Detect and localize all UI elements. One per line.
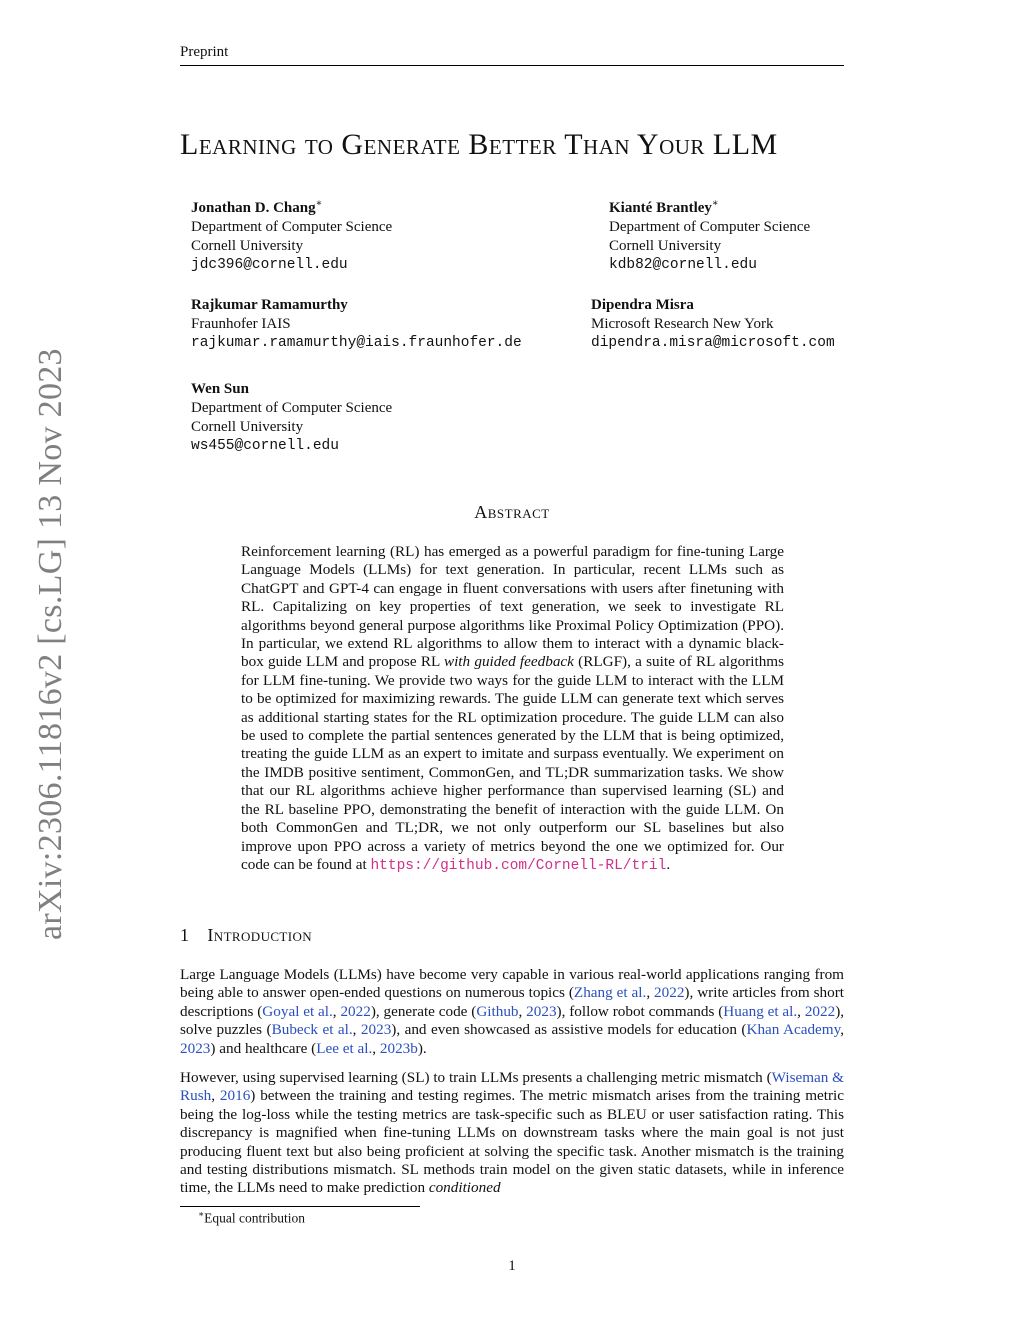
citation-year-link[interactable]: 2023b xyxy=(379,1039,418,1057)
abstract-emphasis: with guided feedback xyxy=(443,653,574,671)
author-name: Wen Sun xyxy=(191,381,249,397)
text: ), write articles from short descriptions ( xyxy=(180,984,844,1020)
text: , xyxy=(840,1021,845,1039)
author-affiliation: Microsoft Research New York xyxy=(591,316,774,332)
citation-link[interactable] xyxy=(574,984,646,1001)
text: , xyxy=(646,984,655,1002)
citation-link[interactable]: Khan Academy xyxy=(746,1021,841,1039)
footnote-mark: ∗ xyxy=(198,1209,205,1219)
abstract-text-part: Reinforcement learning (RL) has emerged as a powerful paradigm for fine-tuning Large Language Models (LLMs) for text generation. In particular, recent LLMs such as ChatGPT and GPT-4 can engage in fluent conversations with users after finetuning with RL. Capitalizing on key properties of text generation, we seek to investigate RL algorithms beyond general purpose algorithms like Proximal Policy Optimization (PPO). In particular, we extend RL algorithms to allow them to interact with a dynamic black-box guide LLM and propose RL xyxy=(241,543,784,671)
author-affiliation: Cornell University xyxy=(191,419,304,435)
citation-link[interactable]: Github xyxy=(476,1002,519,1020)
author-affiliation: Fraunhofer IAIS xyxy=(191,316,291,332)
citation-link[interactable]: Wiseman & Rush xyxy=(180,1069,844,1105)
intro-paragraph-2 xyxy=(180,1069,844,1198)
arxiv-stamp: arXiv:2306.11816v2 [cs.LG] 13 Nov 2023 xyxy=(32,348,69,940)
text: ). xyxy=(417,1039,427,1057)
author-email[interactable]: jdc396@cornell.edu xyxy=(191,257,348,273)
text: ), and even showcased as assistive models for education ( xyxy=(391,1021,747,1039)
section-number: 1 xyxy=(180,925,190,945)
header-rule xyxy=(180,65,844,66)
author-email[interactable]: kdb82@cornell.edu xyxy=(609,257,757,273)
author-block xyxy=(191,296,522,353)
author-name: Jonathan D. Chang xyxy=(191,200,316,216)
section-heading xyxy=(180,925,312,946)
text: ), follow robot commands ( xyxy=(556,1002,724,1020)
author-email[interactable]: ws455@cornell.edu xyxy=(191,438,339,454)
text: Large Language Models (LLMs) have become very capable in various real-world applications ranging from being able to answer open-ended questions on numerous topics ( xyxy=(180,966,844,1002)
paper-title: Learning to Generate Better Than Your LLM xyxy=(180,128,778,161)
footnote-text: Equal contribution xyxy=(204,1210,305,1226)
text: , xyxy=(332,1002,341,1020)
footnote-rule xyxy=(180,1206,420,1207)
author-email[interactable]: rajkumar.ramamurthy@iais.fraunhofer.de xyxy=(191,335,522,351)
citation-link[interactable]: Lee et al. xyxy=(316,1039,373,1057)
text: , xyxy=(372,1039,380,1057)
author-block xyxy=(609,194,810,275)
author-name: Rajkumar Ramamurthy xyxy=(191,297,348,313)
text: , xyxy=(211,1087,220,1105)
text: , xyxy=(352,1021,361,1039)
text: ), solve puzzles ( xyxy=(180,1002,845,1039)
author-mark: ∗ xyxy=(711,198,719,209)
author-affiliation: Department of Computer Science xyxy=(191,400,393,416)
citation-link[interactable]: Huang et al. xyxy=(723,1002,798,1020)
abstract-heading: Abstract xyxy=(474,502,550,522)
citation-year-link[interactable]: 2016 xyxy=(219,1087,251,1105)
emphasis: conditioned xyxy=(428,1179,501,1197)
author-name: Dipendra Misra xyxy=(591,297,694,313)
author-affiliation: Cornell University xyxy=(609,238,722,254)
author-affiliation: Cornell University xyxy=(191,238,304,254)
text: , xyxy=(797,1002,805,1020)
abstract-text-part: (RLGF), a suite of RL algorithms for LLM fine-tuning. We provide two ways for the guide LLM to interact with the LLM to be optimized for maximizing rewards. The guide LLM can generate text which serves as additional starting states for the RL optimization procedure. The guide LLM can also be used to complete the partial sentences generated by the LLM that is being optimized, treating the guide LLM as an expert to imitate and surpass eventually. We experiment on the IMDB positive sentiment, CommonGen, and TL;DR summarization tasks. We show that our RL algorithms achieve higher performance than supervised learning (SL) and the RL baseline PPO, demonstrating the benefit of interaction with the guide LLM. On both CommonGen and TL;DR, we not only outperform our SL baselines but also improve upon PPO across a variety of metrics beyond the one we optimized for. Our code can be found at xyxy=(241,653,785,873)
citation-year-link[interactable]: 2022 xyxy=(340,1002,371,1020)
citation-year-link[interactable]: 2022 xyxy=(804,1002,836,1020)
citation-year-link[interactable]: 2023 xyxy=(360,1021,392,1039)
abstract-text-part: . xyxy=(666,855,671,873)
author-name: Kianté Brantley xyxy=(609,200,712,216)
page-number: 1 xyxy=(508,1258,516,1274)
author-email[interactable]: dipendra.misra@microsoft.com xyxy=(591,335,835,351)
citation-link[interactable]: Bubeck et al. xyxy=(271,1021,353,1039)
text: , xyxy=(518,1002,527,1020)
text: However, using supervised learning (SL) to train LLMs presents a challenging metric mismatch ( xyxy=(180,1069,772,1086)
author-block xyxy=(191,380,392,456)
running-header: Preprint xyxy=(180,44,229,60)
author-affiliation: Department of Computer Science xyxy=(609,219,811,235)
citation-link[interactable]: Goyal et al. xyxy=(262,1002,333,1020)
code-link[interactable]: https://github.com/Cornell-RL/tril xyxy=(370,857,667,874)
citation-year-link[interactable]: 2023 xyxy=(526,1002,557,1020)
text: ), generate code ( xyxy=(370,1002,477,1020)
section-title: Introduction xyxy=(207,925,313,945)
citation-year-link[interactable]: 2022 xyxy=(654,984,685,1002)
text: ) and healthcare ( xyxy=(210,1039,317,1057)
text: ) between the training and testing regimes. The metric mismatch arises from the training metric being the log-loss while the testing metrics are task-specific such as BLEU or user satisfaction rating. This discrepancy is magnified when fine-tuning LLMs on downstream tasks where the main goal is not just producing fluent text but also being proficient at solving the specific task. Another mismatch is the training and testing distributions mismatch. SL methods train model on the given static datasets, while in inference time, the LLMs need to make prediction xyxy=(180,1087,845,1197)
author-block xyxy=(191,194,392,275)
author-block xyxy=(591,296,835,353)
footnote xyxy=(198,1209,305,1227)
citation-year-link[interactable]: 2023 xyxy=(180,1039,211,1057)
citation-authors: Zhang et al. xyxy=(573,984,647,1002)
abstract-text xyxy=(241,543,784,875)
author-affiliation: Department of Computer Science xyxy=(191,219,393,235)
author-mark: ∗ xyxy=(315,198,323,209)
intro-paragraph-1 xyxy=(180,966,844,1058)
